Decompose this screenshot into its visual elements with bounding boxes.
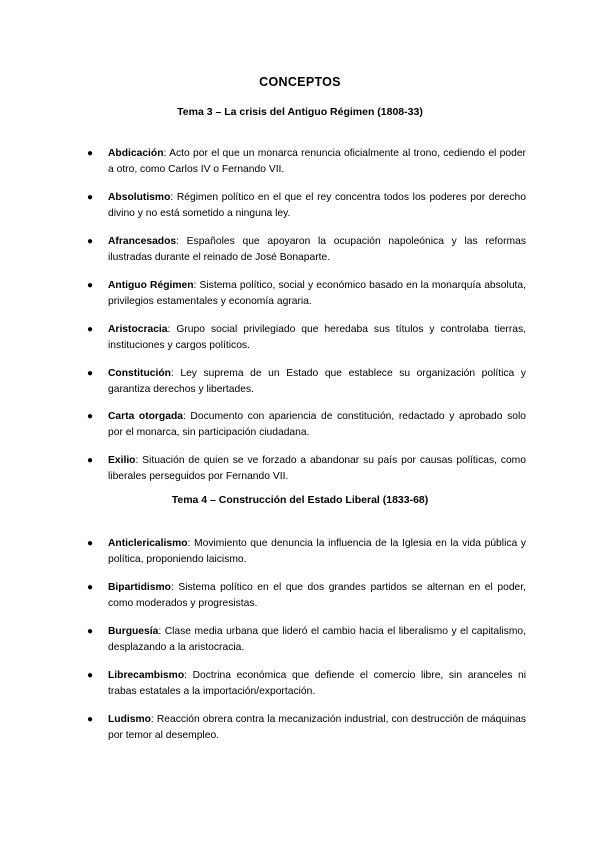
- term-definition: : Reacción obrera contra la mecanización industrial, con destrucción de máquinas por temor al desempleo.: [108, 714, 526, 741]
- term-definition: : Españoles que apoyaron la ocupación napoleónica y las reformas ilustradas durante el reinado de José Bonaparte.: [108, 236, 526, 263]
- term-label: Absolutismo: [108, 192, 171, 203]
- term-definition: : Ley suprema de un Estado que establece su organización política y garantiza derechos y libertades.: [108, 368, 526, 395]
- list-item: [87, 366, 526, 397]
- document-title: CONCEPTOS: [259, 75, 341, 89]
- term-definition: : Movimiento que denuncia la influencia de la Iglesia en la vida pública y política, proponiendo laicismo.: [108, 538, 526, 565]
- term-label: Librecambismo: [108, 670, 185, 681]
- term-label: Exilio: [108, 455, 136, 466]
- bullet-icon: ●: [87, 368, 94, 379]
- bullet-icon: ●: [87, 670, 94, 681]
- term-label: Ludismo: [108, 714, 151, 725]
- term-definition: : Sistema político, social y económico basado en la monarquía absoluta, privilegios estamentales y economía agraria.: [108, 280, 527, 307]
- list-item: [87, 146, 526, 177]
- term-label: Constitución: [108, 368, 171, 379]
- list-item: [87, 668, 526, 699]
- term-definition: : Grupo social privilegiado que heredaba sus títulos y controlaba tierras, instituciones y cargos políticos.: [108, 324, 526, 351]
- bullet-icon: ●: [87, 455, 94, 466]
- list-item: [87, 190, 526, 221]
- bullet-icon: ●: [87, 148, 94, 159]
- list-item: [87, 624, 526, 655]
- term-definition: : Régimen político en el que el rey concentra todos los poderes por derecho divino y no está sometido a ninguna ley.: [108, 192, 526, 219]
- term-label: Burguesía: [108, 626, 159, 637]
- bullet-icon: ●: [87, 236, 94, 247]
- section-title-tema-3: Tema 3 – La crisis del Antiguo Régimen (1808-33): [177, 106, 423, 118]
- bullet-icon: ●: [87, 582, 94, 593]
- bullet-icon: ●: [87, 538, 94, 549]
- term-definition: : Clase media urbana que lideró el cambio hacia el liberalismo y el capitalismo, desplazando a la aristocracia.: [108, 626, 526, 653]
- term-label: Bipartidismo: [108, 582, 171, 593]
- bullet-icon: ●: [87, 411, 94, 422]
- term-label: Abdicación: [108, 148, 164, 159]
- bullet-icon: ●: [87, 626, 94, 637]
- term-label: Aristocracia: [108, 324, 168, 335]
- list-item: [87, 580, 526, 611]
- term-label: Anticlericalismo: [108, 538, 188, 549]
- term-label: Carta otorgada: [108, 411, 183, 422]
- list-item: [87, 453, 526, 484]
- term-definition: : Situación de quien se ve forzado a abandonar su país por causas políticas, como liberales perseguidos por Fernando VII.: [108, 455, 526, 482]
- term-definition: : Documento con apariencia de constitución, redactado y aprobado solo por el monarca, sin participación ciudadana.: [108, 411, 526, 438]
- term-definition: : Acto por el que un monarca renuncia oficialmente al trono, cediendo el poder a otro, como Carlos IV o Fernando VII.: [108, 148, 526, 175]
- list-item: [87, 234, 526, 265]
- term-label: Antiguo Régimen: [108, 280, 194, 291]
- term-definition: : Doctrina económica que defiende el comercio libre, sin aranceles ni trabas estatales a la importación/exportación.: [108, 670, 526, 697]
- list-item: [87, 536, 526, 567]
- term-definition: : Sistema político en el que dos grandes partidos se alternan en el poder, como moderados y progresistas.: [108, 582, 526, 609]
- list-item: [87, 409, 526, 440]
- bullet-icon: ●: [87, 714, 94, 725]
- bullet-icon: ●: [87, 192, 94, 203]
- bullet-icon: ●: [87, 324, 94, 335]
- section-title-tema-4: Tema 4 – Construcción del Estado Liberal (1833-68): [171, 494, 429, 506]
- bullet-icon: ●: [87, 280, 94, 291]
- list-item: [87, 712, 526, 743]
- list-item: [87, 278, 527, 309]
- term-label: Afrancesados: [108, 236, 177, 247]
- list-item: [87, 322, 526, 353]
